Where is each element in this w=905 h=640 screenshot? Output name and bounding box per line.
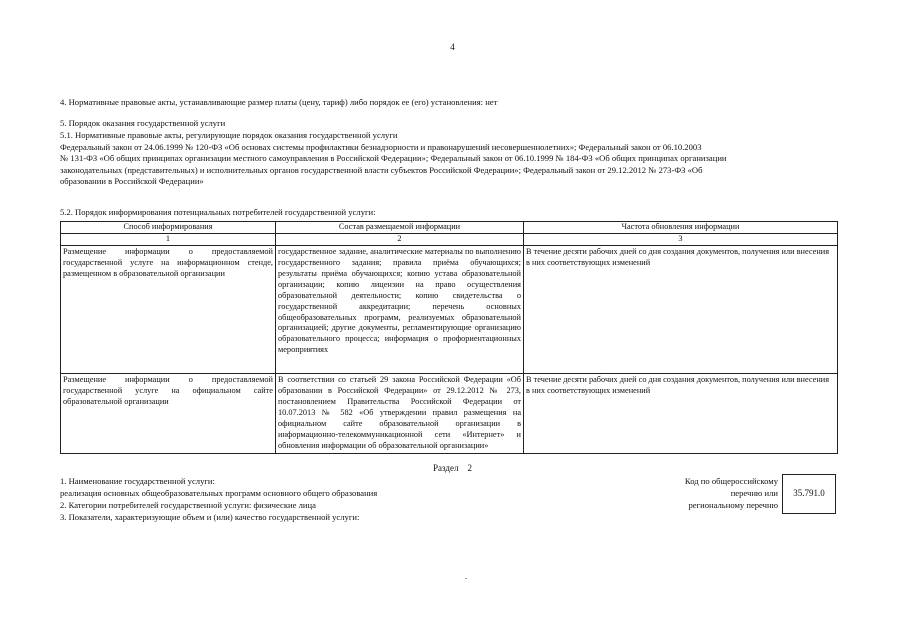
service-name-label: 1. Наименование государственной услуги:	[60, 476, 215, 486]
table-row	[61, 373, 838, 453]
column-number: 2	[276, 233, 524, 245]
column-number: 1	[61, 233, 276, 245]
registry-code-box	[782, 474, 836, 514]
page-number: 4	[450, 42, 455, 52]
laws-paragraph	[60, 142, 840, 187]
frequency-cell: В течение десяти рабочих дней со дня создания документов, получения или внесения в них соответствующих изменений	[524, 245, 838, 373]
column-number: 3	[524, 233, 838, 245]
registry-code-label: перечню или	[730, 488, 778, 498]
service-order-heading: 5. Порядок оказания государственной услуги	[60, 118, 226, 128]
laws-line: образовании в Российской Федерации»	[60, 176, 204, 187]
scan-speck	[465, 578, 467, 579]
laws-line: № 131-ФЗ «Об общих принципах организации местного самоуправления в Российской Федерации»; Федеральный закон от 06.10.1999 № 184-ФЗ «Об общих принципах организации	[60, 153, 727, 164]
informing-subheading: 5.2. Порядок информирования потенциальных потребителей государственной услуги:	[60, 207, 376, 217]
registry-code-label: Код по общероссийскому	[684, 476, 778, 486]
frequency-cell: В течение десяти рабочих дней со дня создания документов, получения или внесения в них соответствующих изменений	[524, 373, 838, 453]
section-title: Раздел 2	[433, 463, 472, 473]
regulations-subheading: 5.1. Нормативные правовые акты, регулирующие порядок оказания государственной услуги	[60, 130, 398, 140]
fee-regulations-line: 4. Нормативные правовые акты, устанавливающие размер платы (цену, тариф) либо порядок ее (его) установления: нет	[60, 97, 498, 107]
content-cell: В соответствии со статьей 29 закона Российской Федерации «Об образовании в Российской Федерации» от 29.12.2012 № 273, постановлением Правительства Российской Федерации от 10.07.2013 № 582 «Об утверждении правил размещения на официальном сайте образовательной организации в информационно-телекоммуникационной сети «Интернет» и обновления информации об образовательной организации»	[276, 373, 524, 453]
table-header-row	[61, 222, 838, 234]
consumer-category-line: 2. Категории потребителей государственной услуги: физические лица	[60, 500, 316, 510]
method-cell: Размещение информации о предоставляемой государственной услуге на официальном сайте образовательной организации	[61, 373, 276, 453]
column-header: Частота обновления информации	[524, 222, 838, 234]
laws-line: законодательных (представительных) и исполнительных органов государственной власти субъектов Российской Федерации»; Федеральный закон от 29.12.2012 № 273-ФЗ «Об	[60, 164, 703, 175]
laws-line: Федеральный закон от 24.06.1999 № 120-ФЗ «Об основах системы профилактики безнадзорности и правонарушений несовершеннолетних»; Федеральный закон от 06.10.2003	[60, 142, 702, 152]
content-cell: государственное задание, аналитические материалы по выполнению государственного задания; правила приёма обучающихся; результаты приёма обучающихся; копию устава образовательной организации; копию лицензии на право осуществления образовательной деятельности; копию свидетельства о государственной аккредитации; перечень основных общеобразовательных программ, реализуемых образовательной организацией; другие документы, регламентирующие организацию образовательного процесса; информация о профориентационных мероприятиях	[276, 245, 524, 373]
service-name-value: реализация основных общеобразовательных программ основного общего образования	[60, 488, 378, 498]
column-header: Способ информирования	[61, 222, 276, 234]
column-header: Состав размещаемой информации	[276, 222, 524, 234]
informing-table	[60, 221, 838, 454]
registry-code-value: 35.791.0	[793, 488, 825, 499]
method-cell: Размещение информации о предоставляемой государственной услуге на информационном стенде, размещенном в образовательной организации	[61, 245, 276, 373]
column-number-row	[61, 233, 838, 245]
registry-code-label: региональному перечню	[688, 500, 778, 510]
indicators-line: 3. Показатели, характеризующие объем и (или) качество государственной услуги:	[60, 512, 360, 522]
table-row	[61, 245, 838, 373]
